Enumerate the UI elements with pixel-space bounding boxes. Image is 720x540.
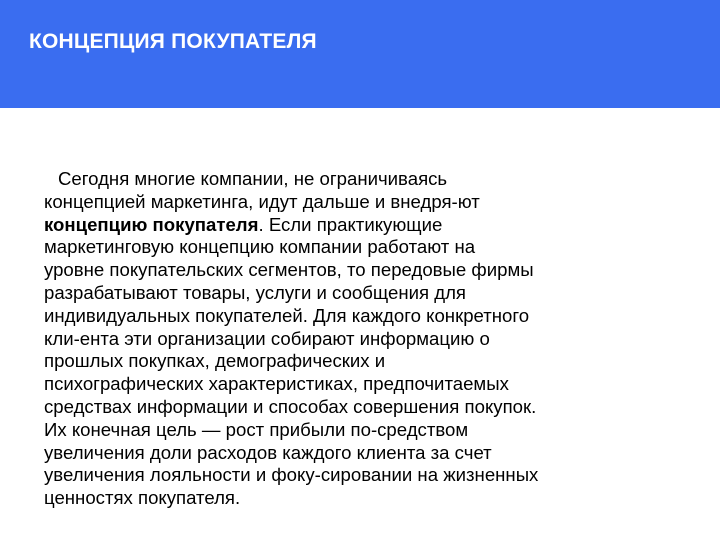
paragraph-text: . Если практикующие [258,213,443,235]
paragraph-line: кли-ента эти организации собирают информацию о [44,327,490,349]
body-paragraph [44,168,694,510]
paragraph-line: индивидуальных покупателей. Для каждого конкретного [44,304,530,326]
paragraph-line: уровне покупательских сегментов, то передовые фирмы [44,259,534,281]
paragraph-line: психографических характеристиках, предпочитаемых [44,373,509,395]
paragraph-line: ценностях покупателя. [44,487,241,509]
paragraph-line [44,214,694,237]
paragraph-line: Их конечная цель — рост прибыли по-средством [44,418,469,440]
paragraph-line: прошлых покупках, демографических и [44,350,386,372]
paragraph-line: увеличения лояльности и фоку-сировании на жизненных [44,464,539,486]
paragraph-line: концепцией маркетинга, идут дальше и внедря-ют [44,190,480,212]
paragraph-line: средствах информации и способах совершения покупок. [44,395,537,417]
paragraph-line: увеличения доли расходов каждого клиента за счет [44,441,492,463]
paragraph-line: маркетинговую концепцию компании работают на [44,236,476,258]
paragraph-line: Сегодня многие компании, не ограничиваясь [58,168,448,189]
paragraph-line: разрабатывают товары, услуги и сообщения для [44,281,466,303]
bold-term: концепцию покупателя [44,213,259,235]
title-banner [0,0,720,108]
slide-title: КОНЦЕПЦИЯ ПОКУПАТЕЛЯ [29,30,317,53]
